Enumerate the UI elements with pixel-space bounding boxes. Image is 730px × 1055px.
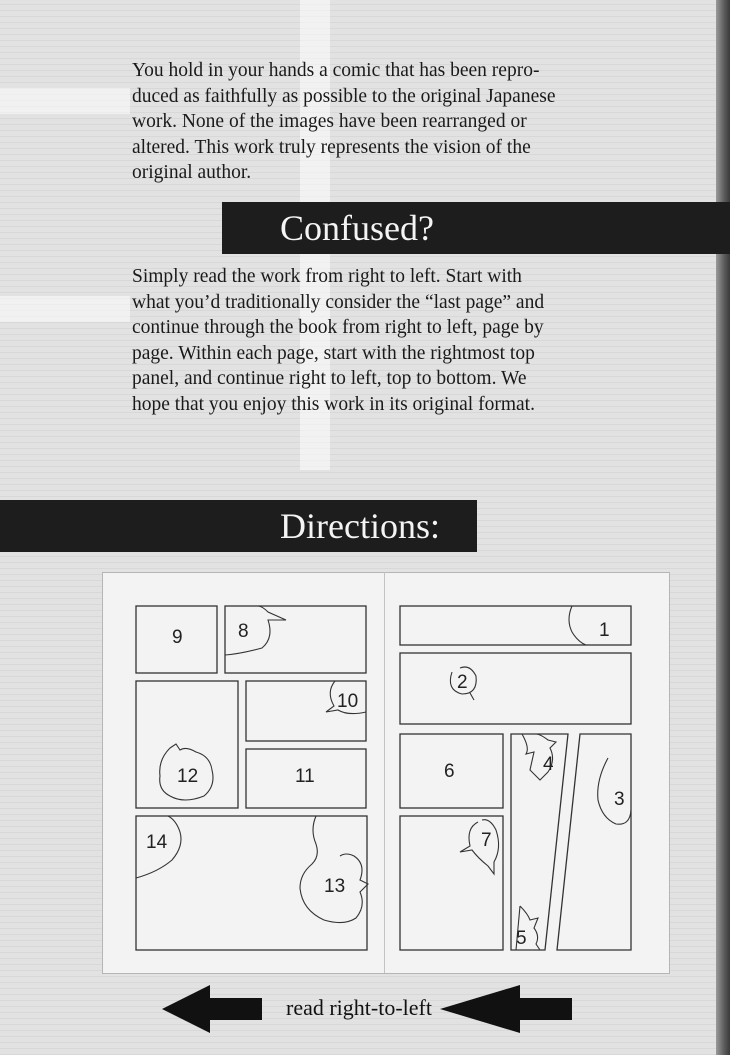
panel-number: 4 xyxy=(543,754,554,775)
panel-2 xyxy=(400,653,631,724)
instructions-line: page. Within each page, start with the rightmost top xyxy=(132,342,535,364)
panel-12 xyxy=(136,681,238,808)
speech-balloons xyxy=(136,606,631,950)
balloon xyxy=(300,816,368,923)
directions-heading: Directions: xyxy=(280,506,440,546)
balloon xyxy=(225,606,286,655)
panel-number: 10 xyxy=(337,691,359,712)
panel-number: 7 xyxy=(481,830,492,851)
intro-line: work. None of the images have been rearranged or xyxy=(132,111,527,132)
instructions-line: what you’d traditionally consider the “last page” and xyxy=(132,291,545,313)
panel-number: 3 xyxy=(614,789,625,810)
intro-line: original author. xyxy=(132,162,252,183)
panel-number: 13 xyxy=(324,876,346,897)
panel-number: 8 xyxy=(238,621,249,642)
balloon xyxy=(460,820,499,874)
panel-4-5 xyxy=(511,734,568,950)
panel-3 xyxy=(557,734,631,950)
intro-line: duced as faithfully as possible to the original Japanese xyxy=(132,85,556,107)
panel-number: 2 xyxy=(457,672,468,693)
instructions-line: panel, and continue right to left, top to bottom. We xyxy=(132,368,527,389)
panel-number: 12 xyxy=(177,766,199,787)
instructions-line: hope that you enjoy this work in its original format. xyxy=(132,393,535,415)
panel-number-labels xyxy=(146,620,625,949)
reading-direction-label: read right-to-left xyxy=(286,995,432,1020)
left-arrow-icon xyxy=(440,985,572,1033)
panel-number: 1 xyxy=(599,620,610,641)
instructions-line: Simply read the work from right to left. Start with xyxy=(132,266,522,287)
panel-number: 14 xyxy=(146,832,168,853)
panel-number: 11 xyxy=(295,766,315,787)
panel-number: 6 xyxy=(444,761,455,782)
panel-number: 5 xyxy=(516,928,527,949)
confused-heading: Confused? xyxy=(280,208,434,248)
panel-1 xyxy=(400,606,631,645)
intro-line: You hold in your hands a comic that has been repro- xyxy=(132,60,540,81)
left-arrow-icon xyxy=(162,985,262,1033)
balloon xyxy=(569,606,586,645)
panel-number: 9 xyxy=(172,627,183,648)
instructions-line: continue through the book from right to left, page by xyxy=(132,317,544,338)
intro-line: altered. This work truly represents the vision of the xyxy=(132,136,531,158)
